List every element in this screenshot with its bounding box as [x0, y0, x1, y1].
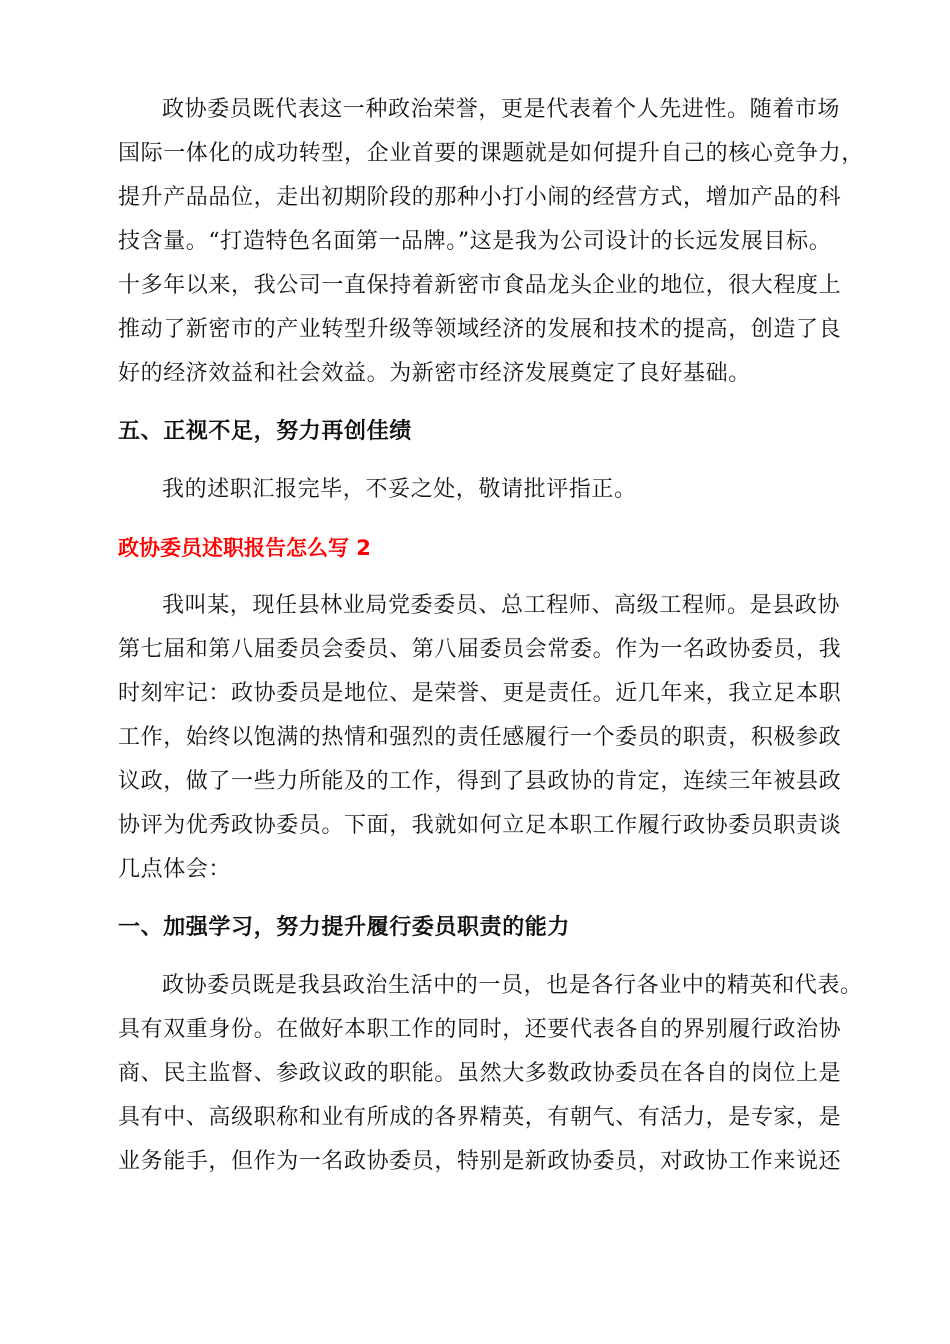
text-line: 第七届和第八届委员会委员、第八届委员会常委。作为一名政协委员，我	[118, 637, 842, 662]
text-line: 工作，始终以饱满的热情和强烈的责任感履行一个委员的职责，积极参政	[118, 725, 842, 750]
paragraph-study	[118, 964, 863, 1184]
text-line: 协评为优秀政协委员。下面，我就如何立足本职工作履行政协委员职责谈	[118, 813, 842, 838]
paragraph-closing	[118, 468, 856, 512]
text-line: 商、民主监督、参政议政的职能。虽然大多数政协委员在各自的岗位上是	[118, 1061, 842, 1086]
text-line: 政协委员既是我县政治生活中的一员，也是各行各业中的精英和代表。	[162, 973, 863, 998]
text-line: 业务能手，但作为一名政协委员，特别是新政协委员，对政协工作来说还	[118, 1149, 842, 1174]
paragraph-introduction	[118, 584, 856, 892]
text-line: 好的经济效益和社会效益。为新密市经济发展奠定了良好基础。	[118, 361, 751, 386]
text-line: 技含量。“打造特色名面第一品牌。”这是我为公司设计的长远发展目标。	[118, 229, 832, 254]
document-page	[118, 88, 864, 1184]
text-line: 推动了新密市的产业转型升级等领域经济的发展和技术的提高，创造了良	[118, 317, 842, 342]
text-line: 议政，做了一些力所能及的工作，得到了县政协的肯定，连续三年被县政	[118, 769, 842, 794]
section-heading-five: 五、正视不足，努力再创佳绩	[118, 419, 412, 444]
text-line: 具有双重身份。在做好本职工作的同时，还要代表各自的界别履行政治协	[118, 1017, 842, 1042]
text-line: 国际一体化的成功转型，企业首要的课题就是如何提升自己的核心竞争力，	[118, 141, 864, 166]
section-heading-one: 一、加强学习，努力提升履行委员职责的能力	[118, 915, 571, 940]
text-line: 我的述职汇报完毕，不妥之处，敬请批评指正。	[162, 477, 637, 502]
text-line: 十多年以来，我公司一直保持着新密市食品龙头企业的地位，很大程度上	[118, 273, 842, 298]
text-line: 我叫某，现任县林业局党委委员、总工程师、高级工程师。是县政协	[162, 593, 841, 618]
text-line: 具有中、高级职称和业有所成的各界精英，有朝气、有活力，是专家，是	[118, 1105, 842, 1130]
text-line: 政协委员既代表这一种政治荣誉，更是代表着个人先进性。随着市场	[162, 97, 841, 122]
paragraph-honor	[118, 88, 864, 396]
text-line: 提升产品品位，走出初期阶段的那种小打小闹的经营方式，增加产品的科	[118, 185, 842, 210]
text-line: 几点体会：	[118, 857, 232, 882]
section-title-2: 政协委员述职报告怎么写 2	[118, 536, 371, 560]
text-line: 时刻牢记：政协委员是地位、是荣誉、更是责任。近几年来，我立足本职	[118, 681, 842, 706]
